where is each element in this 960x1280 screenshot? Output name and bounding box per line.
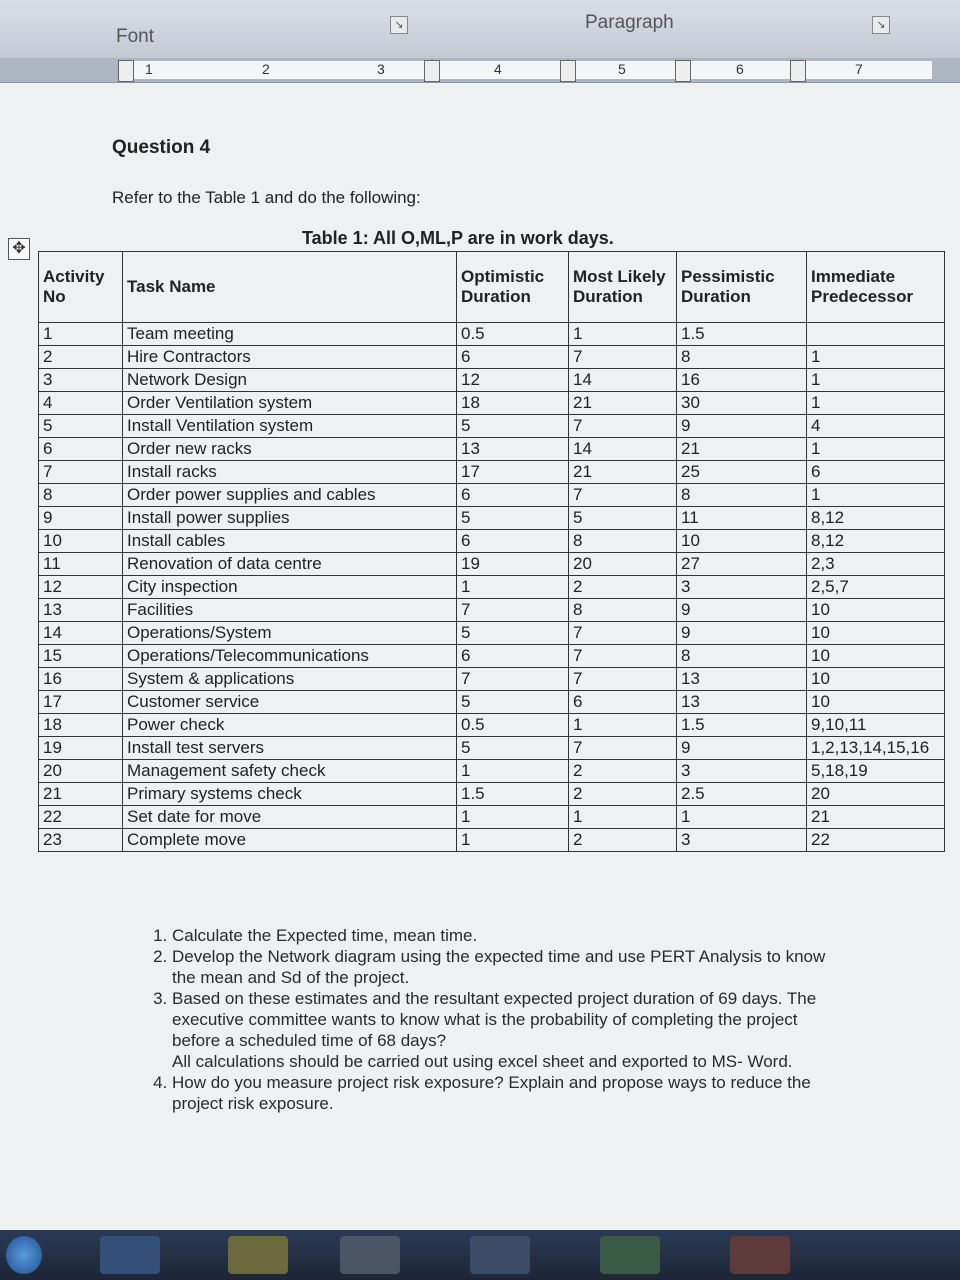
table-row bbox=[39, 645, 945, 668]
predecessor-cell[interactable]: 10 bbox=[807, 599, 945, 622]
optimistic-cell[interactable]: 6 bbox=[457, 530, 569, 553]
most-likely-cell[interactable]: 1 bbox=[569, 714, 677, 737]
header-most-likely: Most Likely Duration bbox=[569, 252, 677, 323]
ruler-text-area bbox=[120, 61, 932, 79]
pessimistic-cell[interactable]: 9 bbox=[677, 737, 807, 760]
table-row bbox=[39, 530, 945, 553]
question-item: 4. How do you measure project risk exposure? Explain and propose ways to reduce the project risk exposure. bbox=[172, 1072, 828, 1114]
optimistic-cell[interactable]: 5 bbox=[457, 622, 569, 645]
activity-table[interactable] bbox=[38, 251, 945, 852]
task-name-cell[interactable]: Install test servers bbox=[123, 737, 457, 760]
taskbar-app-icon[interactable] bbox=[340, 1236, 400, 1274]
table-row bbox=[39, 599, 945, 622]
activity-no-cell[interactable]: 9 bbox=[39, 507, 123, 530]
most-likely-cell[interactable]: 21 bbox=[569, 392, 677, 415]
activity-no-cell[interactable]: 3 bbox=[39, 369, 123, 392]
activity-no-cell[interactable]: 19 bbox=[39, 737, 123, 760]
predecessor-cell[interactable]: 21 bbox=[807, 806, 945, 829]
predecessor-cell[interactable]: 2,5,7 bbox=[807, 576, 945, 599]
most-likely-cell[interactable]: 7 bbox=[569, 737, 677, 760]
table-header-row bbox=[39, 252, 945, 323]
task-name-cell[interactable]: Team meeting bbox=[123, 323, 457, 346]
optimistic-cell[interactable]: 1 bbox=[457, 760, 569, 783]
task-name-cell[interactable]: Order Ventilation system bbox=[123, 392, 457, 415]
predecessor-cell[interactable]: 8,12 bbox=[807, 507, 945, 530]
activity-no-cell[interactable]: 5 bbox=[39, 415, 123, 438]
most-likely-cell[interactable]: 7 bbox=[569, 622, 677, 645]
predecessor-cell[interactable]: 1 bbox=[807, 346, 945, 369]
optimistic-cell[interactable]: 13 bbox=[457, 438, 569, 461]
activity-no-cell[interactable]: 23 bbox=[39, 829, 123, 852]
predecessor-cell[interactable]: 2,3 bbox=[807, 553, 945, 576]
most-likely-cell[interactable]: 21 bbox=[569, 461, 677, 484]
header-activity-no: Activity No bbox=[39, 252, 123, 323]
pessimistic-cell[interactable]: 8 bbox=[677, 346, 807, 369]
ruler-number: 1 bbox=[145, 61, 153, 77]
task-name-cell[interactable]: Network Design bbox=[123, 369, 457, 392]
ruler-number: 2 bbox=[262, 61, 270, 77]
table-row bbox=[39, 507, 945, 530]
optimistic-cell[interactable]: 0.5 bbox=[457, 323, 569, 346]
activity-no-cell[interactable]: 1 bbox=[39, 323, 123, 346]
optimistic-cell[interactable]: 5 bbox=[457, 507, 569, 530]
predecessor-cell[interactable]: 4 bbox=[807, 415, 945, 438]
table-row bbox=[39, 737, 945, 760]
optimistic-cell[interactable]: 5 bbox=[457, 691, 569, 714]
task-name-cell[interactable]: Install racks bbox=[123, 461, 457, 484]
activity-no-cell[interactable]: 21 bbox=[39, 783, 123, 806]
questions-list bbox=[148, 925, 828, 1114]
optimistic-cell[interactable]: 1 bbox=[457, 806, 569, 829]
most-likely-cell[interactable]: 7 bbox=[569, 484, 677, 507]
taskbar-app-icon[interactable] bbox=[228, 1236, 288, 1274]
pessimistic-cell[interactable]: 9 bbox=[677, 599, 807, 622]
pessimistic-cell[interactable]: 10 bbox=[677, 530, 807, 553]
task-name-cell[interactable]: Operations/Telecommunications bbox=[123, 645, 457, 668]
font-dialog-launcher-icon[interactable]: ↘ bbox=[390, 16, 408, 34]
pessimistic-cell[interactable]: 27 bbox=[677, 553, 807, 576]
optimistic-cell[interactable]: 7 bbox=[457, 599, 569, 622]
most-likely-cell[interactable]: 2 bbox=[569, 576, 677, 599]
pessimistic-cell[interactable]: 8 bbox=[677, 484, 807, 507]
activity-no-cell[interactable]: 15 bbox=[39, 645, 123, 668]
question-item bbox=[172, 988, 828, 1072]
ruler-number: 4 bbox=[494, 61, 502, 77]
taskbar-app-icon[interactable] bbox=[470, 1236, 530, 1274]
most-likely-cell[interactable]: 7 bbox=[569, 645, 677, 668]
most-likely-cell[interactable]: 20 bbox=[569, 553, 677, 576]
activity-no-cell[interactable]: 22 bbox=[39, 806, 123, 829]
table-row bbox=[39, 323, 945, 346]
table-row bbox=[39, 553, 945, 576]
taskbar-app-icon[interactable] bbox=[100, 1236, 160, 1274]
header-pessimistic: Pessimistic Duration bbox=[677, 252, 807, 323]
task-name-cell[interactable]: Operations/System bbox=[123, 622, 457, 645]
task-name-cell[interactable]: Renovation of data centre bbox=[123, 553, 457, 576]
most-likely-cell[interactable]: 8 bbox=[569, 599, 677, 622]
predecessor-cell[interactable]: 8,12 bbox=[807, 530, 945, 553]
table-row bbox=[39, 392, 945, 415]
pessimistic-cell[interactable]: 8 bbox=[677, 645, 807, 668]
pessimistic-cell[interactable]: 9 bbox=[677, 622, 807, 645]
task-name-cell[interactable]: System & applications bbox=[123, 668, 457, 691]
activity-no-cell[interactable]: 18 bbox=[39, 714, 123, 737]
pessimistic-cell[interactable]: 13 bbox=[677, 691, 807, 714]
optimistic-cell[interactable]: 7 bbox=[457, 668, 569, 691]
predecessor-cell[interactable]: 5,18,19 bbox=[807, 760, 945, 783]
predecessor-cell[interactable]: 20 bbox=[807, 783, 945, 806]
pessimistic-cell[interactable]: 9 bbox=[677, 415, 807, 438]
font-group-label: Font bbox=[116, 26, 155, 47]
optimistic-cell[interactable]: 18 bbox=[457, 392, 569, 415]
optimistic-cell[interactable]: 1 bbox=[457, 829, 569, 852]
task-name-cell[interactable]: Install Ventilation system bbox=[123, 415, 457, 438]
calculation-note: All calculations should be carried out using excel sheet and exported to MS- Word. bbox=[172, 1052, 793, 1071]
task-name-cell[interactable]: Order power supplies and cables bbox=[123, 484, 457, 507]
ruler-number: 3 bbox=[377, 61, 385, 77]
taskbar bbox=[0, 1230, 960, 1280]
table-row bbox=[39, 622, 945, 645]
pessimistic-cell[interactable]: 16 bbox=[677, 369, 807, 392]
most-likely-cell[interactable]: 1 bbox=[569, 323, 677, 346]
question-title: Question 4 bbox=[112, 137, 211, 158]
table-row bbox=[39, 346, 945, 369]
taskbar-app-icon[interactable] bbox=[600, 1236, 660, 1274]
tab-stop-marker[interactable] bbox=[424, 60, 440, 82]
pessimistic-cell[interactable]: 21 bbox=[677, 438, 807, 461]
predecessor-cell[interactable]: 1 bbox=[807, 438, 945, 461]
predecessor-cell[interactable]: 9,10,11 bbox=[807, 714, 945, 737]
pessimistic-cell[interactable]: 30 bbox=[677, 392, 807, 415]
predecessor-cell[interactable]: 1,2,13,14,15,16 bbox=[807, 737, 945, 760]
most-likely-cell[interactable]: 6 bbox=[569, 691, 677, 714]
table-move-handle-icon[interactable]: ✥ bbox=[8, 238, 30, 260]
document-page[interactable] bbox=[0, 83, 960, 1230]
pessimistic-cell[interactable]: 13 bbox=[677, 668, 807, 691]
column-marker[interactable] bbox=[560, 60, 576, 82]
activity-no-cell[interactable]: 8 bbox=[39, 484, 123, 507]
instruction-text: Refer to the Table 1 and do the following: bbox=[112, 188, 421, 207]
activity-no-cell[interactable]: 7 bbox=[39, 461, 123, 484]
optimistic-cell[interactable]: 6 bbox=[457, 346, 569, 369]
header-predecessor: Immediate Predecessor bbox=[807, 252, 945, 323]
most-likely-cell[interactable]: 7 bbox=[569, 346, 677, 369]
most-likely-cell[interactable]: 2 bbox=[569, 760, 677, 783]
most-likely-cell[interactable]: 2 bbox=[569, 829, 677, 852]
pessimistic-cell[interactable]: 2.5 bbox=[677, 783, 807, 806]
pessimistic-cell[interactable]: 3 bbox=[677, 829, 807, 852]
most-likely-cell[interactable]: 1 bbox=[569, 806, 677, 829]
optimistic-cell[interactable]: 6 bbox=[457, 484, 569, 507]
header-task-name: Task Name bbox=[123, 252, 457, 323]
activity-no-cell[interactable]: 12 bbox=[39, 576, 123, 599]
task-name-cell[interactable]: Facilities bbox=[123, 599, 457, 622]
optimistic-cell[interactable]: 12 bbox=[457, 369, 569, 392]
question-item: 2. Develop the Network diagram using the expected time and use PERT Analysis to know the mean and Sd of the project. bbox=[172, 946, 828, 988]
ruler-number: 7 bbox=[855, 61, 863, 77]
task-name-cell[interactable]: Power check bbox=[123, 714, 457, 737]
activity-no-cell[interactable]: 2 bbox=[39, 346, 123, 369]
predecessor-cell[interactable]: 10 bbox=[807, 668, 945, 691]
header-optimistic: Optimistic Duration bbox=[457, 252, 569, 323]
ruler-number: 5 bbox=[618, 61, 626, 77]
paragraph-group-label: Paragraph bbox=[585, 12, 674, 33]
document-canvas bbox=[0, 83, 960, 1230]
table-row bbox=[39, 760, 945, 783]
task-name-cell[interactable]: Install cables bbox=[123, 530, 457, 553]
activity-no-cell[interactable]: 11 bbox=[39, 553, 123, 576]
optimistic-cell[interactable]: 5 bbox=[457, 737, 569, 760]
pessimistic-cell[interactable]: 1.5 bbox=[677, 323, 807, 346]
table-row bbox=[39, 691, 945, 714]
task-name-cell[interactable]: Hire Contractors bbox=[123, 346, 457, 369]
table-row bbox=[39, 461, 945, 484]
activity-no-cell[interactable]: 14 bbox=[39, 622, 123, 645]
table-row bbox=[39, 783, 945, 806]
pessimistic-cell[interactable]: 1.5 bbox=[677, 714, 807, 737]
table-row bbox=[39, 829, 945, 852]
task-name-cell[interactable]: Management safety check bbox=[123, 760, 457, 783]
taskbar-app-icon[interactable] bbox=[730, 1236, 790, 1274]
task-name-cell[interactable]: Complete move bbox=[123, 829, 457, 852]
predecessor-cell[interactable]: 6 bbox=[807, 461, 945, 484]
column-marker[interactable] bbox=[675, 60, 691, 82]
activity-no-cell[interactable]: 17 bbox=[39, 691, 123, 714]
optimistic-cell[interactable]: 0.5 bbox=[457, 714, 569, 737]
question-item: 1. Calculate the Expected time, mean time. bbox=[172, 925, 828, 946]
predecessor-cell[interactable]: 10 bbox=[807, 622, 945, 645]
start-button-icon[interactable] bbox=[6, 1236, 42, 1274]
table-row bbox=[39, 668, 945, 691]
task-name-cell[interactable]: City inspection bbox=[123, 576, 457, 599]
most-likely-cell[interactable]: 8 bbox=[569, 530, 677, 553]
optimistic-cell[interactable]: 5 bbox=[457, 415, 569, 438]
predecessor-cell[interactable]: 22 bbox=[807, 829, 945, 852]
table-row bbox=[39, 484, 945, 507]
table-caption: Table 1: All O,ML,P are in work days. bbox=[302, 228, 614, 248]
left-indent-marker[interactable] bbox=[118, 60, 134, 82]
task-name-cell[interactable]: Install power supplies bbox=[123, 507, 457, 530]
pessimistic-cell[interactable]: 3 bbox=[677, 760, 807, 783]
predecessor-cell[interactable]: 1 bbox=[807, 484, 945, 507]
most-likely-cell[interactable]: 7 bbox=[569, 415, 677, 438]
most-likely-cell[interactable]: 5 bbox=[569, 507, 677, 530]
optimistic-cell[interactable]: 6 bbox=[457, 645, 569, 668]
question-text: Based on these estimates and the resultant expected project duration of 69 days. The executive committee wants to know what is the probability of completing the project before a scheduled time of 68 days? bbox=[172, 989, 817, 1050]
pessimistic-cell[interactable]: 25 bbox=[677, 461, 807, 484]
table-row bbox=[39, 576, 945, 599]
table-row bbox=[39, 806, 945, 829]
optimistic-cell[interactable]: 19 bbox=[457, 553, 569, 576]
activity-no-cell[interactable]: 4 bbox=[39, 392, 123, 415]
activity-no-cell[interactable]: 13 bbox=[39, 599, 123, 622]
optimistic-cell[interactable]: 1.5 bbox=[457, 783, 569, 806]
most-likely-cell[interactable]: 14 bbox=[569, 369, 677, 392]
table-row bbox=[39, 415, 945, 438]
predecessor-cell[interactable] bbox=[807, 323, 945, 346]
activity-no-cell[interactable]: 10 bbox=[39, 530, 123, 553]
task-name-cell[interactable]: Customer service bbox=[123, 691, 457, 714]
ruler-number: 6 bbox=[736, 61, 744, 77]
table-row bbox=[39, 438, 945, 461]
pessimistic-cell[interactable]: 11 bbox=[677, 507, 807, 530]
most-likely-cell[interactable]: 2 bbox=[569, 783, 677, 806]
optimistic-cell[interactable]: 17 bbox=[457, 461, 569, 484]
most-likely-cell[interactable]: 7 bbox=[569, 668, 677, 691]
task-name-cell[interactable]: Primary systems check bbox=[123, 783, 457, 806]
task-name-cell[interactable]: Order new racks bbox=[123, 438, 457, 461]
predecessor-cell[interactable]: 1 bbox=[807, 392, 945, 415]
predecessor-cell[interactable]: 10 bbox=[807, 645, 945, 668]
activity-no-cell[interactable]: 6 bbox=[39, 438, 123, 461]
ribbon bbox=[0, 0, 960, 59]
table-row bbox=[39, 369, 945, 392]
table-row bbox=[39, 714, 945, 737]
paragraph-dialog-launcher-icon[interactable]: ↘ bbox=[872, 16, 890, 34]
column-marker[interactable] bbox=[790, 60, 806, 82]
horizontal-ruler[interactable] bbox=[0, 58, 960, 83]
pessimistic-cell[interactable]: 1 bbox=[677, 806, 807, 829]
most-likely-cell[interactable]: 14 bbox=[569, 438, 677, 461]
predecessor-cell[interactable]: 1 bbox=[807, 369, 945, 392]
task-name-cell[interactable]: Set date for move bbox=[123, 806, 457, 829]
predecessor-cell[interactable]: 10 bbox=[807, 691, 945, 714]
optimistic-cell[interactable]: 1 bbox=[457, 576, 569, 599]
activity-no-cell[interactable]: 16 bbox=[39, 668, 123, 691]
activity-no-cell[interactable]: 20 bbox=[39, 760, 123, 783]
pessimistic-cell[interactable]: 3 bbox=[677, 576, 807, 599]
